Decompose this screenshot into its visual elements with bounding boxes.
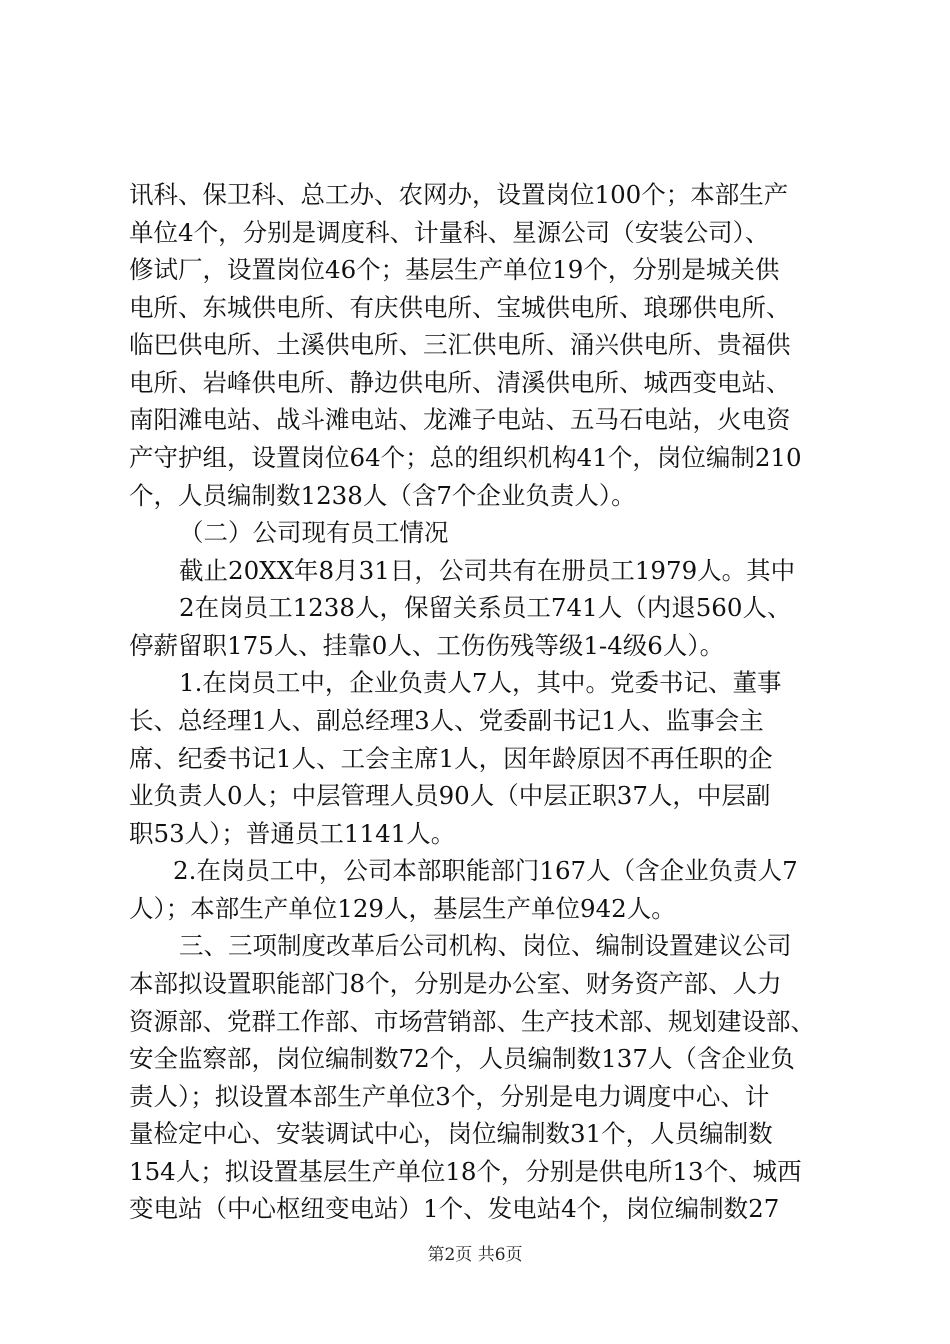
body-text-line: 2在岗员工1238人，保留关系员工741人（内退560人、 [179, 593, 792, 623]
body-text-line: 安全监察部，岗位编制数72个，人员编制数137人（含企业负 [129, 1044, 795, 1074]
body-text-line: 个，人员编制数1238人（含7个企业负责人）。 [129, 480, 636, 510]
body-text-line: 职53人）；普通员工1141人。 [129, 818, 456, 848]
body-text-line: 临巴供电所、土溪供电所、三汇供电所、涌兴供电所、贵福供 [129, 330, 791, 360]
body-text-line: 电所、东城供电所、有庆供电所、宝城供电所、琅琊供电所、 [129, 292, 791, 322]
body-text-line: 单位4个，分别是调度科、计量科、星源公司（安装公司）、 [129, 217, 770, 247]
body-text-line: 人）；本部生产单位129人，基层生产单位942人。 [129, 893, 676, 923]
body-text-line: 变电站（中心枢纽变电站）1个、发电站4个，岗位编制数27 [129, 1194, 780, 1224]
body-text-line: 南阳滩电站、战斗滩电站、龙滩子电站、五马石电站，火电资 [129, 405, 791, 435]
body-text-line: 量检定中心、安装调试中心，岗位编制数31个，人员编制数 [129, 1119, 773, 1149]
section-heading: 三、三项制度改革后公司机构、岗位、编制设置建议公司 [179, 931, 792, 961]
body-text-line: 责人）；拟设置本部生产单位3个，分别是电力调度中心、计 [129, 1081, 770, 1111]
body-text-line: 讯科、保卫科、总工办、农网办，设置岗位100个；本部生产 [129, 180, 789, 209]
body-text-line: 2.在岗员工中，公司本部职能部门167人（含企业负责人7 [173, 856, 798, 886]
body-text-line: 1.在岗员工中，企业负责人7人，其中。党委书记、董事 [179, 668, 782, 698]
body-text-line: 电所、岩峰供电所、静边供电所、清溪供电所、城西变电站、 [129, 367, 791, 397]
body-text-line: 本部拟设置职能部门8个，分别是办公室、财务资产部、人力 [129, 969, 782, 998]
body-text-line: 停薪留职175人、挂靠0人、工伤伤残等级1-4级6人）。 [129, 630, 725, 660]
body-text-line: 资源部、党群工作部、市场营销部、生产技术部、规划建设部、 [129, 1006, 815, 1036]
body-text-line: 154人；拟设置基层生产单位18个，分别是供电所13个、城西 [129, 1156, 802, 1186]
body-text-line: 长、总经理1人、副总经理3人、党委副书记1人、监事会主 [129, 706, 764, 735]
section-heading: （二）公司现有员工情况 [179, 518, 449, 548]
body-text-line: 席、纪委书记1人、工会主席1人，因年龄原因不再任职的企 [129, 743, 773, 773]
body-text-line: 修试厂，设置岗位46个；基层生产单位19个，分别是城关供 [129, 255, 780, 285]
body-text-line: 截止20XX年8月31日，公司共有在册员工1979人。其中 [179, 555, 796, 585]
page-number-footer: 第2页 共6页 [427, 1245, 523, 1265]
body-text-line: 业负责人0人；中层管理人员90人（中层正职37人，中层副 [129, 781, 771, 811]
body-text-line: 产守护组，设置岗位64个；总的组织机构41个，岗位编制210 [129, 443, 802, 472]
